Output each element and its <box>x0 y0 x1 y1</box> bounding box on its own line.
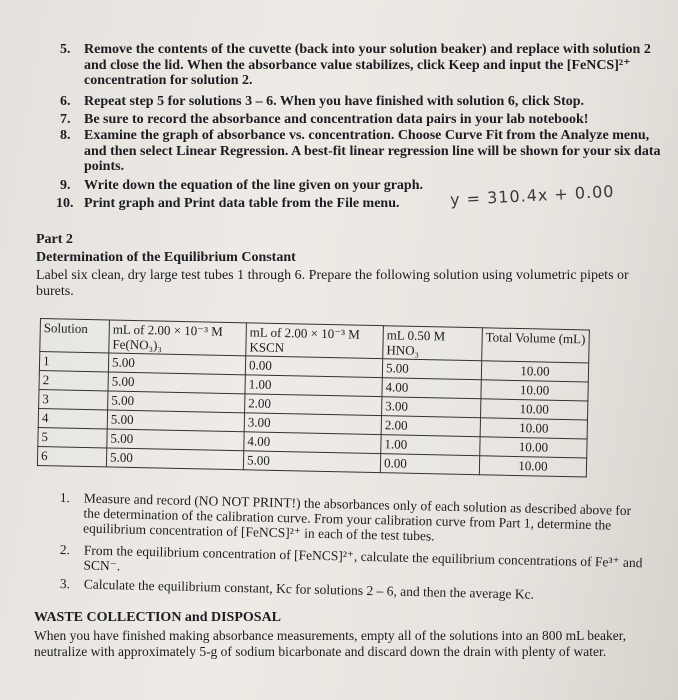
step-text: Repeat step 5 for solutions 3 – 6. When you have finished with solution 6, click Stop. <box>84 94 585 109</box>
step-number: 10. <box>56 196 74 211</box>
step-number: 5. <box>60 42 71 57</box>
cell-kscn: 2.00 <box>245 394 382 416</box>
col-header-solution: Solution <box>40 319 110 353</box>
cell-total: 10.00 <box>481 361 588 382</box>
cell-total: 10.00 <box>481 399 588 420</box>
cell-kscn: 1.00 <box>245 375 382 397</box>
cell-feno3: 5.00 <box>106 448 243 470</box>
waste-title: WASTE COLLECTION and DISPOSAL <box>34 610 282 625</box>
cell-kscn: 4.00 <box>244 432 381 454</box>
step-text: From the equilibrium concentration of [FeNCS]²⁺, calculate the equilibrium concentrations of Fe³⁺ and SCN⁻. <box>83 542 643 574</box>
cell-total: 10.00 <box>479 456 586 477</box>
cell-kscn: 3.00 <box>244 413 381 435</box>
cell-hno3: 4.00 <box>382 378 481 399</box>
step-number: 6. <box>60 94 71 109</box>
part2-subtitle: Determination of the Equilibrium Constant <box>36 250 296 265</box>
step-text: Print graph and Print data table from the File menu. <box>84 196 400 211</box>
waste-text: When you have finished making absorbance measurements, empty all of the solutions into an 800 mL beaker, neutralize with approximately 5-g of sodium bicarbonate and discard down the drain with plenty of water. <box>34 628 627 659</box>
cell-feno3: 5.00 <box>107 410 244 432</box>
cell-feno3: 5.00 <box>108 391 245 413</box>
col-header-total: Total Volume (mL) <box>482 328 590 363</box>
cell-hno3: 1.00 <box>381 435 480 456</box>
step-text: Remove the contents of the cuvette (back into your solution beaker) and replace with solution 2 and close the lid. When the absorbance value stabilizes, click Keep and input the [FeNCS]²⁺ concentration for solution 2. <box>84 42 651 88</box>
col-header-kscn: mL of 2.00 × 10⁻³ M KSCN <box>246 323 384 359</box>
cell-hno3: 0.00 <box>380 454 479 475</box>
step-number: 3. <box>59 576 71 592</box>
cell-solution: 2 <box>39 370 108 390</box>
cell-hno3: 2.00 <box>381 416 480 437</box>
part2-title: Part 2 <box>36 232 73 247</box>
cell-hno3: 5.00 <box>382 359 481 380</box>
solution-table <box>37 318 590 477</box>
cell-kscn: 5.00 <box>243 451 380 473</box>
cell-solution: 3 <box>39 389 108 409</box>
step-text: Write down the equation of the line given on your graph. <box>84 178 424 193</box>
cell-total: 10.00 <box>480 437 587 458</box>
cell-feno3: 5.00 <box>107 429 244 451</box>
cell-feno3: 5.00 <box>108 353 245 375</box>
step-text: Measure and record (NO NOT PRINT!) the absorbances only of each solution as described above for the determination of the calibration curve. From your calibration curve from Part 1, determine the equilibrium concentration of [FeNCS]²⁺ in each of the test tubes. <box>82 490 632 544</box>
step-number: 1. <box>59 490 71 506</box>
step-number: 8. <box>60 128 71 143</box>
cell-solution: 5 <box>38 427 107 447</box>
cell-hno3: 3.00 <box>382 397 481 418</box>
cell-feno3: 5.00 <box>108 372 245 394</box>
col-header-hno3: mL 0.50 M HNO₃ <box>383 326 483 361</box>
step-text: Calculate the equilibrium constant, Kc for solutions 2 – 6, and then the average Kc. <box>83 576 535 602</box>
col-header-feno3: mL of 2.00 × 10⁻³ M Fe(NO₃)₃ <box>109 320 247 356</box>
step-text: Examine the graph of absorbance vs. concentration. Choose Curve Fit from the Analyze menu, and then select Linear Regression. A best-fit linear regression line will be shown for your six data points. <box>84 128 661 174</box>
step-number: 2. <box>59 542 71 558</box>
cell-solution: 4 <box>38 408 107 428</box>
step-number: 7. <box>60 112 71 127</box>
step-number: 9. <box>60 178 71 193</box>
handwritten-equation: y = 310.4x + 0.00 <box>449 181 615 210</box>
part2-intro: Label six clean, dry large test tubes 1 through 6. Prepare the following solution using volumetric pipets or burets. <box>36 268 629 299</box>
step-text: Be sure to record the absorbance and concentration data pairs in your lab notebook! <box>84 112 589 127</box>
cell-kscn: 0.00 <box>245 356 382 378</box>
part2-step-1 <box>59 490 640 544</box>
cell-total: 10.00 <box>480 418 587 439</box>
cell-total: 10.00 <box>481 380 588 401</box>
cell-solution: 1 <box>39 352 108 372</box>
cell-solution: 6 <box>37 446 106 466</box>
